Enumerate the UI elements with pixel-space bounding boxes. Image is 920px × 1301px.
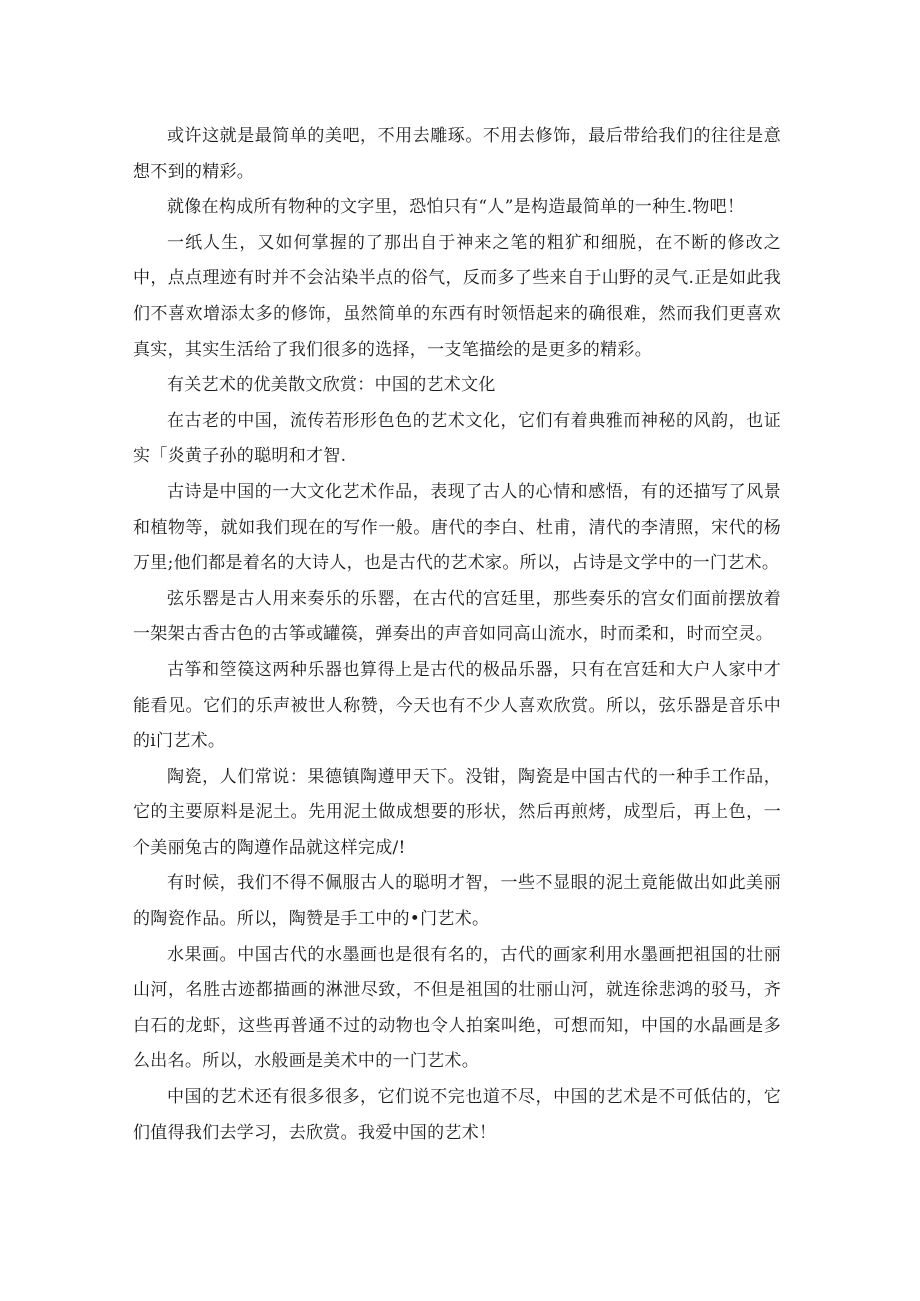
paragraph: 水果画。中国古代的水墨画也是很有名的，古代的画家利用水墨画把祖国的壮丽山河，名胜古迹都描画的淋泄尽致，不但是祖国的壮丽山河，就连徐悲鸿的驳马，齐白石的龙虾，这些再普通不过的动物也令人拍案叫绝，可想而知，中国的水晶画是多么出名。所以，水般画是美术中的一门艺术。 xyxy=(133,944,781,1072)
paragraph: 就像在构成所有物种的文字里，恐怕只有“人”是构造最简单的一种生.物吧！ xyxy=(167,197,745,218)
article-body xyxy=(133,119,781,1151)
paragraph: 中国的艺术还有很多很多，它们说不完也道不尽，中国的艺术是不可低估的，它们值得我们去学习，去欣赏。我爱中国的艺术！ xyxy=(133,1087,781,1143)
paragraph: 古诗是中国的一大文化艺术作品，表现了古人的心情和感悟，有的还描写了风景和植物等，就如我们现在的写作一般。唐代的李白、杜甫，清代的李清照，宋代的杨万里;他们都是着名的大诗人，也是古代的艺术家。所以，占诗是文学中的一门艺术。 xyxy=(133,481,781,574)
paragraph: 一纸人生，又如何掌握的了那出自于神来之笔的粗犷和细脱，在不断的修改之中，点点理迹有时并不会沾染半点的俗气，反而多了些来自于山野的灵气.正是如此我们不喜欢增添太多的修饰，虽然简单的东西有时领悟起来的确很难，然而我们更喜欢真实，其实生活给了我们很多的选择，一支笔描绘的是更多的精彩。 xyxy=(133,232,781,360)
paragraph: 有时候，我们不得不佩服古人的聪明才智，一些不显眼的泥土竟能做出如此美丽的陶瓷作品。所以，陶赞是手工中的•门艺术。 xyxy=(133,873,781,930)
paragraph: 陶瓷，人们常说：果德镇陶遵甲天下。没钳，陶瓷是中国古代的一种手工作品，它的主要原料是泥土。先用泥土做成想要的形状，然后再煎烤，成型后，再上色，一个美丽兔古的陶遵作品就这样完成/! xyxy=(133,766,781,858)
paragraph: 在古老的中国，流传若形形色色的艺术文化，它们有着典雅而神秘的风韵，也证实「炎黄子孙的聪明和才智. xyxy=(133,410,781,467)
paragraph: 弦乐罂是古人用来奏乐的乐罂，在古代的宫廷里，那些奏乐的宫女们面前摆放着一架架古香古色的古筝或罐篌，弹奏出的声音如同高山流水，时而柔和，时而空灵。 xyxy=(133,588,781,645)
paragraph: 古筝和箜篌这两种乐器也算得上是古代的极品乐器，只有在宫廷和大户人家中才能看见。它们的乐声被世人称赞，今天也有不少人喜欢欣赏。所以，弦乐器是音乐中的i门艺术。 xyxy=(133,659,781,752)
paragraph: 或许这就是最简单的美吧，不用去雕琢。不用去修饰，最后带给我们的往往是意想不到的精彩。 xyxy=(133,126,781,182)
section-heading: 有关艺术的优美散文欣赏：中国的艺术文化 xyxy=(167,375,496,396)
